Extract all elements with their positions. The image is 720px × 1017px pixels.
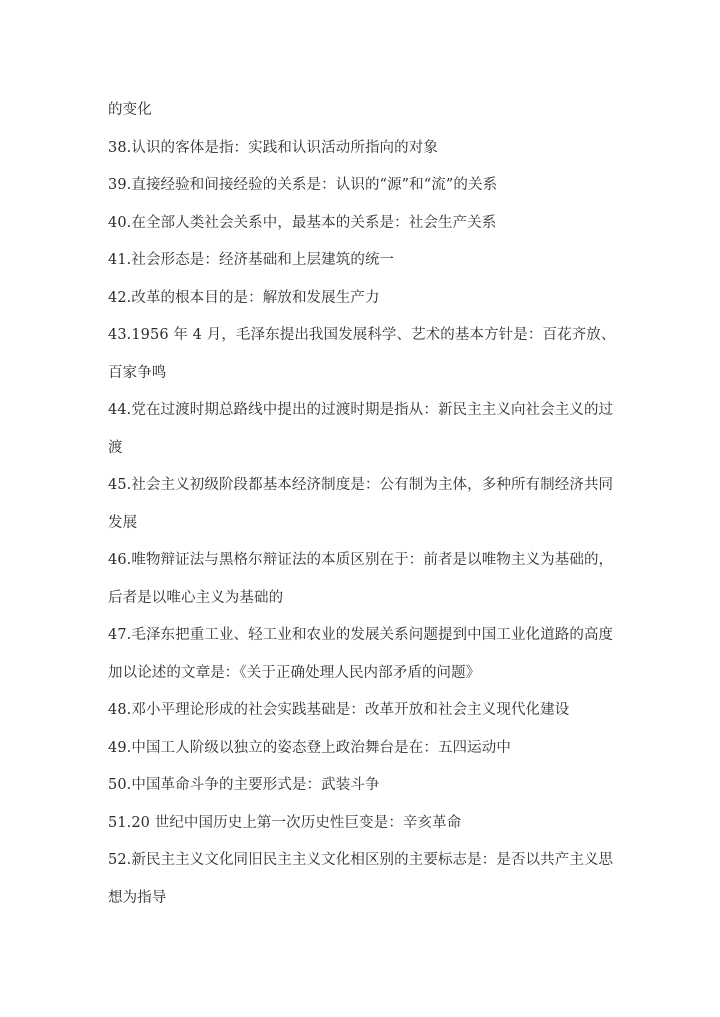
text-line: 44.党在过渡时期总路线中提出的过渡时期是指从：新民主主义向社会主义的过 — [108, 402, 614, 418]
text-line: 47.毛泽东把重工业、轻工业和农业的发展关系问题提到中国工业化道路的高度 — [108, 627, 614, 643]
text-line: 52.新民主主义文化同旧民主主义文化相区别的主要标志是：是否以共产主义思 — [108, 852, 614, 868]
text-line: 后者是以唯心主义为基础的 — [108, 589, 284, 606]
text-line: 46.唯物辩证法与黑格尔辩证法的本质区别在于：前者是以唯物主义为基础的， — [108, 552, 614, 568]
text-line: 41.社会形态是：经济基础和上层建筑的统一 — [108, 252, 395, 268]
text-line: 45.社会主义初级阶段都基本经济制度是：公有制为主体，多种所有制经济共同 — [108, 477, 614, 493]
text-line: 43.1956 年 4 月，毛泽东提出我国发展科学、艺术的基本方针是：百花齐放、 — [108, 327, 616, 343]
text-line: 39.直接经验和间接经验的关系是：认识的“源”和“流”的关系 — [108, 177, 498, 193]
text-line: 渡 — [108, 439, 123, 456]
text-line: 42.改革的根本目的是：解放和发展生产力 — [108, 289, 380, 306]
text-line: 38.认识的客体是指：实践和认识活动所指向的对象 — [108, 139, 438, 156]
text-line: 加以论述的文章是：《关于正确处理人民内部矛盾的问题》 — [108, 664, 481, 681]
text-line: 发展 — [108, 514, 138, 531]
text-line: 的变化 — [108, 102, 152, 118]
text-line: 51.20 世纪中国历史上第一次历史性巨变是：辛亥革命 — [108, 814, 462, 831]
text-line: 想为指导 — [108, 889, 167, 906]
text-line: 48.邓小平理论形成的社会实践基础是：改革开放和社会主义现代化建设 — [108, 702, 570, 718]
text-line: 49.中国工人阶级以独立的姿态登上政治舞台是在：五四运动中 — [108, 739, 511, 756]
text-line: 百家争鸣 — [108, 364, 167, 381]
document-body — [108, 92, 618, 917]
text-line: 50.中国革命斗争的主要形式是：武装斗争 — [108, 777, 380, 793]
text-line: 40.在全部人类社会关系中，最基本的关系是：社会生产关系 — [108, 214, 497, 231]
